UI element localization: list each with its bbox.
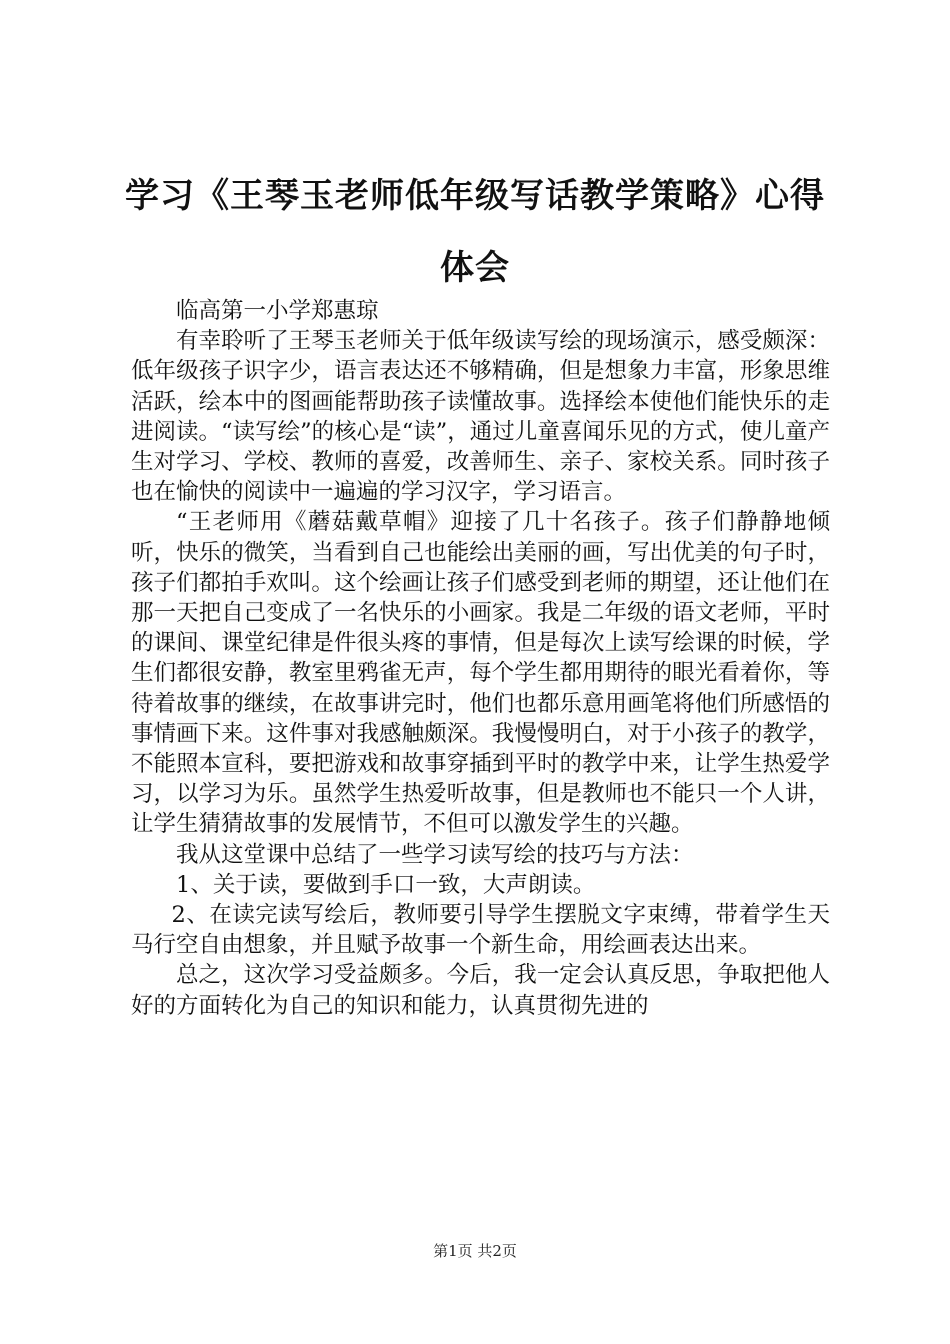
paragraph-summary-intro: 我从这堂课中总结了一些学习读写绘的技巧与方法： (176, 841, 694, 868)
document-title: 学习《王琴玉老师低年级写话教学策略》心得体会 (125, 176, 825, 288)
list-item-2: 2、在读完读写绘后，教师要引导学生摆脱文字束缚，带着学生天马行空自由想象，并且赋予故事一个新生命，用绘画表达出来。 (131, 902, 830, 959)
paragraph-conclusion: 总之，这次学习受益颇多。今后，我一定会认真反思，争取把他人好的方面转化为自己的知识和能力，认真贯彻先进的 (131, 962, 830, 1019)
document-body (131, 296, 830, 1021)
author-line: 临高第一小学郑惠琼 (176, 298, 379, 324)
paragraph-lesson: “王老师用《蘑菇戴草帽》迎接了几十名孩子。孩子们静静地倾听，快乐的微笑，当看到自己也能绘出美丽的画，写出优美的句子时，孩子们都拍手欢叫。这个绘画让孩子们感受到老师的期望，还让他们在那一天把自己变成了一名快乐的小画家。我是二年级的语文老师，平时的课间、课堂纪律是件很头疼的事情，但是每次上读写绘课的时候，学生们都很安静，教室里鸦雀无声，每个学生都用期待的眼光看着你，等待着故事的继续，在故事讲完时，他们也都乐意用画笔将他们所感悟的事情画下来。这件事对我感触颇深。我慢慢明白，对于小孩子的教学，不能照本宣科，要把游戏和故事穿插到平时的教学中来，让学生热爱学习，以学习为乐。虽然学生热爱听故事，但是教师也不能只一个人讲，让学生猜猜故事的发展情节，不但可以激发学生的兴趣。 (131, 509, 830, 838)
paragraph-intro: 有幸聆听了王琴玉老师关于低年级读写绘的现场演示，感受颇深：低年级孩子识字少，语言表达还不够精确，但是想象力丰富，形象思维活跃，绘本中的图画能帮助孩子读懂故事。选择绘本使他们能快乐的走进阅读。“读写绘”的核心是“读”，通过儿童喜闻乐见的方式，使儿童产生对学习、学校、教师的喜爱，改善师生、亲子、家校关系。同时孩子也在愉快的阅读中一遍遍的学习汉字，学习语言。 (131, 328, 830, 506)
list-item-1: 1、关于读，要做到手口一致，大声朗读。 (176, 871, 596, 898)
page-number-footer: 第1页 共2页 (433, 1242, 517, 1260)
